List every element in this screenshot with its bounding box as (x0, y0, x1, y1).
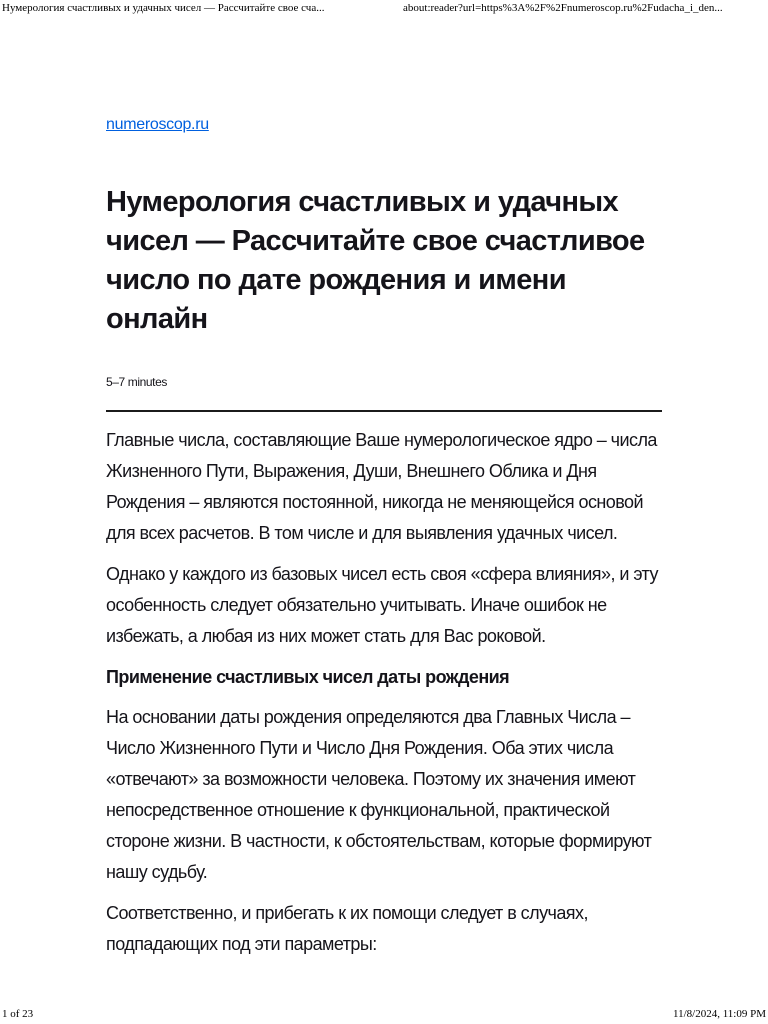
paragraph: Однако у каждого из базовых чисел есть своя «сфера влияния», и эту особенность следует обязательно учитывать. Иначе ошибок не избежать, а любая из них может стать для Вас роковой. (106, 564, 658, 646)
reading-time: 5–7 minutes (106, 375, 167, 389)
print-header (0, 0, 768, 16)
print-datetime: 11/8/2024, 11:09 PM (672, 1008, 766, 1020)
article-content (106, 425, 662, 960)
paragraph: На основании даты рождения определяются два Главных Числа – Число Жизненного Пути и Число Дня Рождения. Оба этих числа «отвечают» за возможности человека. Поэтому их значения имеют непосредственное отношение к функциональной, практической стороне жизни. В частности, к обстоятельствам, которые формируют нашу судьбу. (106, 707, 652, 882)
print-header-url: about:reader?url=https%3A%2F%2Fnumeroscop.ru%2Fudacha_i_den... (403, 2, 723, 14)
print-footer (0, 1006, 768, 1024)
source-domain-link[interactable]: numeroscop.ru (106, 116, 209, 133)
section-heading: Применение счастливых чисел даты рождения (106, 667, 510, 687)
paragraph: Соответственно, и прибегать к их помощи следует в случаях, подпадающих под эти параметры: (106, 903, 588, 954)
reader-article (106, 113, 662, 970)
header-divider (106, 410, 662, 412)
paragraph: Главные числа, составляющие Ваше нумерологическое ядро – числа Жизненного Пути, Выражения, Души, Внешнего Облика и Дня Рождения – являются постоянной, никогда не меняющейся основой для всех расчетов. В том числе и для выявления удачных чисел. (106, 430, 657, 543)
article-title: Нумерология счастливых и удачных чисел — Рассчитайте свое счастливое число по дате рождения и имени онлайн (106, 186, 645, 335)
print-header-title: Нумерология счастливых и удачных чисел — Рассчитайте свое сча... (2, 2, 325, 14)
page-count: 1 of 23 (2, 1008, 34, 1020)
